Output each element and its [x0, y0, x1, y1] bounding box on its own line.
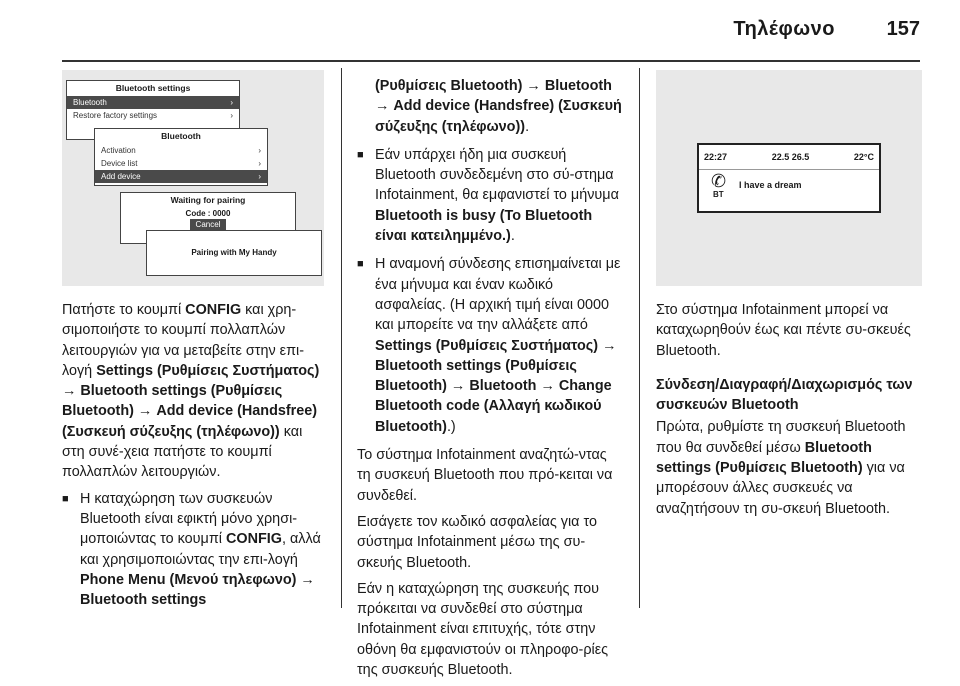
phone-screen-figure [656, 70, 922, 286]
window-title: Bluetooth [161, 131, 201, 141]
bluetooth-menu-figure [62, 70, 324, 286]
column-divider [341, 68, 342, 608]
status-bar [699, 145, 879, 170]
page-number: 157 [886, 18, 920, 40]
pairing-code: Code : 0000 [185, 209, 231, 218]
page-header [0, 0, 960, 62]
bullet-item: ■ Η καταχώρηση των συσκευών Bluetooth είναι εφικτή μόνο χρησι-μοποιώντας το κουμπί CONFIG, αλλά και χρησιμοποιώντας την επι-λογή Phone Menu (Μενού τηλεφωνο) → Bluetooth settings [62, 489, 324, 611]
menu-item: Add device › [95, 170, 267, 183]
column-3 [656, 70, 922, 525]
header-rule [62, 60, 920, 62]
paragraph: Στο σύστημα Infotainment μπορεί να καταχωρηθούν έως και πέντε συ-σκευές Bluetooth. [656, 302, 911, 359]
clock: 22:27 [704, 152, 728, 162]
window-title: Bluetooth settings [115, 83, 191, 93]
window-title: Waiting for pairing [170, 195, 246, 205]
bullet-item: ■ Η αναμονή σύνδεσης επισημαίνεται με ένα μήνυμα και έναν κωδικό ασφαλείας. (Η αρχική τιμή είναι 0000 και μπορείτε να την αλλάξετε από Settings (Ρυθμίσεις Συστήματος) → Bluetooth settings (Ρυθμίσεις Bluetooth) → Bluetooth → Change Bluetooth code (Αλλαγή κωδικού Bluetooth).) [357, 254, 623, 437]
paragraph: Το σύστημα Infotainment αναζητώ-ντας τη συσκευή Bluetooth που πρό-κειται να συνδεθεί. [357, 447, 613, 504]
paragraph: Πατήστε το κουμπί CONFIG και χρη-σιμοποιήστε το κουμπί πολλαπλών λειτουργιών για να μεταβείτε στην επι-λογή Settings (Ρυθμίσεις Συστήματος) → Bluetooth settings (Ρυθμίσεις Bluetooth) → Add device (Handsfree) (Συσκευή σύζευξης (τηλέφωνο)) και στη συνέ-χεια πατήστε το κουμπί πολλαπλών λειτουργιών. [62, 302, 320, 481]
paragraph: Εισάγετε τον κωδικό ασφαλείας για το σύστημα Infotainment μέσω της συ-σκευής Bluetooth. [357, 513, 597, 571]
frequency: 22.5 26.5 [771, 152, 810, 162]
bluetooth-window [94, 128, 268, 186]
menu-item: Device list › [101, 159, 261, 168]
pairing-window: Pairing with My Handy [146, 230, 322, 276]
section-heading: Σύνδεση/Διαγραφή/Διαχωρισμός των συσκευών Bluetooth [656, 376, 913, 414]
temperature: 22°C [853, 152, 874, 162]
column-2 [357, 76, 623, 686]
menu-item: Restore factory settings › [73, 111, 233, 120]
bullet-continuation: (Ρυθμίσεις Bluetooth) → Bluetooth → Add device (Handsfree) (Συσκευή σύζευξης (τηλέφωνο)). [375, 78, 622, 135]
menu-item: Activation › [101, 146, 261, 155]
column-divider [639, 68, 640, 608]
cancel-button: Cancel [190, 219, 227, 230]
bullet-item: ■ Εάν υπάρχει ήδη μια συσκευή Bluetooth συνδεδεμένη στο σύ-στημα Infotainment, θα εμφανιστεί το μήνυμα Bluetooth is busy (Το Bluetooth είναι κατειλημμένο.). [357, 145, 623, 246]
call-text: I have a dream [739, 180, 802, 190]
paragraph: Πρώτα, ρυθμίστε τη συσκευή Bluetooth που θα συνδεθεί μέσω Bluetooth settings (Ρυθμίσεις Bluetooth) για να μπορέσουν άλλες συσκευές να αναζητήσουν τη συ-σκευή Bluetooth. [656, 419, 906, 517]
menu-item: Bluetooth › [67, 96, 239, 109]
column-1 [62, 70, 324, 618]
bt-label: BT [713, 189, 724, 199]
page-title: Τηλέφωνο [733, 18, 835, 40]
phone-icon: ✆ [711, 171, 727, 191]
infotainment-screen [697, 143, 881, 213]
paragraph: Εάν η καταχώρηση της συσκευής που πρόκειται να συνδεθεί στο σύστημα Infotainment είναι επιτυχής, τότε στην οθόνη θα εμφανιστούν οι πληροφο-ρίες της συσκευής Bluetooth. [357, 580, 609, 679]
